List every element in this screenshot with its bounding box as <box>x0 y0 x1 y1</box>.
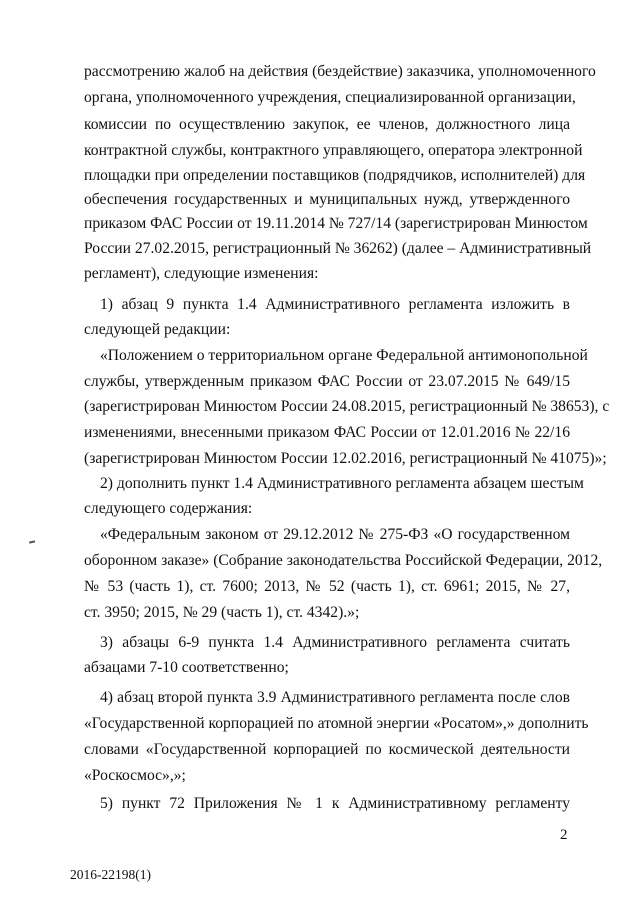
text-line: абзацами 7-10 соответственно; <box>84 659 289 676</box>
quote-line: оборонном заказе» (Собрание законодательства Российской Федерации, 2012, <box>84 552 603 569</box>
quote-line: «Положением о территориальном органе Федеральной антимонопольной <box>100 347 588 364</box>
text-line: регламент), следующие изменения: <box>84 265 319 282</box>
quote-line: № 53 (часть 1), ст. 7600; 2013, № 52 (часть 1), ст. 6961; 2015, № 27, <box>84 578 570 595</box>
text-line: следующей редакции: <box>84 321 231 338</box>
quote-line: изменениями, внесенными приказом ФАС России от 12.01.2016 № 22/16 <box>84 424 570 441</box>
text-line: приказом ФАС России от 19.11.2014 № 727/14 (зарегистрирован Минюстом <box>84 215 588 232</box>
list-item-4: 4) абзац второй пункта 3.9 Административного регламента после слов <box>100 689 570 706</box>
page-number: 2 <box>560 827 568 843</box>
text-line: контрактной службы, контрактного управляющего, оператора электронной <box>84 142 583 159</box>
text-line: словами «Государственной корпорацией по космической деятельности <box>84 741 570 758</box>
text-line: обеспечения государственных и муниципальных нужд, утвержденного <box>84 191 570 208</box>
quote-line: (зарегистрирован Минюстом России 24.08.2015, регистрационный № 38653), с <box>84 398 610 415</box>
text-line: органа, уполномоченного учреждения, специализированной организации, <box>84 89 576 106</box>
list-item-5: 5) пункт 72 Приложения № 1 к Административному регламенту <box>100 795 570 812</box>
quote-line: ст. 3950; 2015, № 29 (часть 1), ст. 4342).»; <box>84 604 360 621</box>
quote-line: (зарегистрирован Минюстом России 12.02.2016, регистрационный № 41075)»; <box>84 450 607 467</box>
list-item-1: 1) абзац 9 пункта 1.4 Административного регламента изложить в <box>100 296 570 313</box>
quote-line: «Федеральным законом от 29.12.2012 № 275-ФЗ «О государственном <box>100 526 570 543</box>
list-item-3: 3) абзацы 6-9 пункта 1.4 Административного регламента считать <box>100 634 570 651</box>
text-line: площадки при определении поставщиков (подрядчиков, исполнителей) для <box>84 167 586 184</box>
scan-speck <box>29 540 35 543</box>
list-item-2: 2) дополнить пункт 1.4 Административного регламента абзацем шестым <box>100 475 584 492</box>
text-line: рассмотрению жалоб на действия (бездействие) заказчика, уполномоченного <box>84 63 596 80</box>
text-line: России 27.02.2015, регистрационный № 36262) (далее – Административный <box>84 240 592 257</box>
quote-line: службы, утвержденным приказом ФАС России от 23.07.2015 № 649/15 <box>84 373 570 390</box>
text-line: комиссии по осуществлению закупок, ее членов, должностного лица <box>84 116 570 133</box>
text-line: следующего содержания: <box>84 500 253 517</box>
document-code: 2016-22198(1) <box>70 867 151 882</box>
text-line: «Роскосмос»,»; <box>84 767 186 784</box>
text-line: «Государственной корпорацией по атомной энергии «Росатом»,» дополнить <box>84 715 589 732</box>
